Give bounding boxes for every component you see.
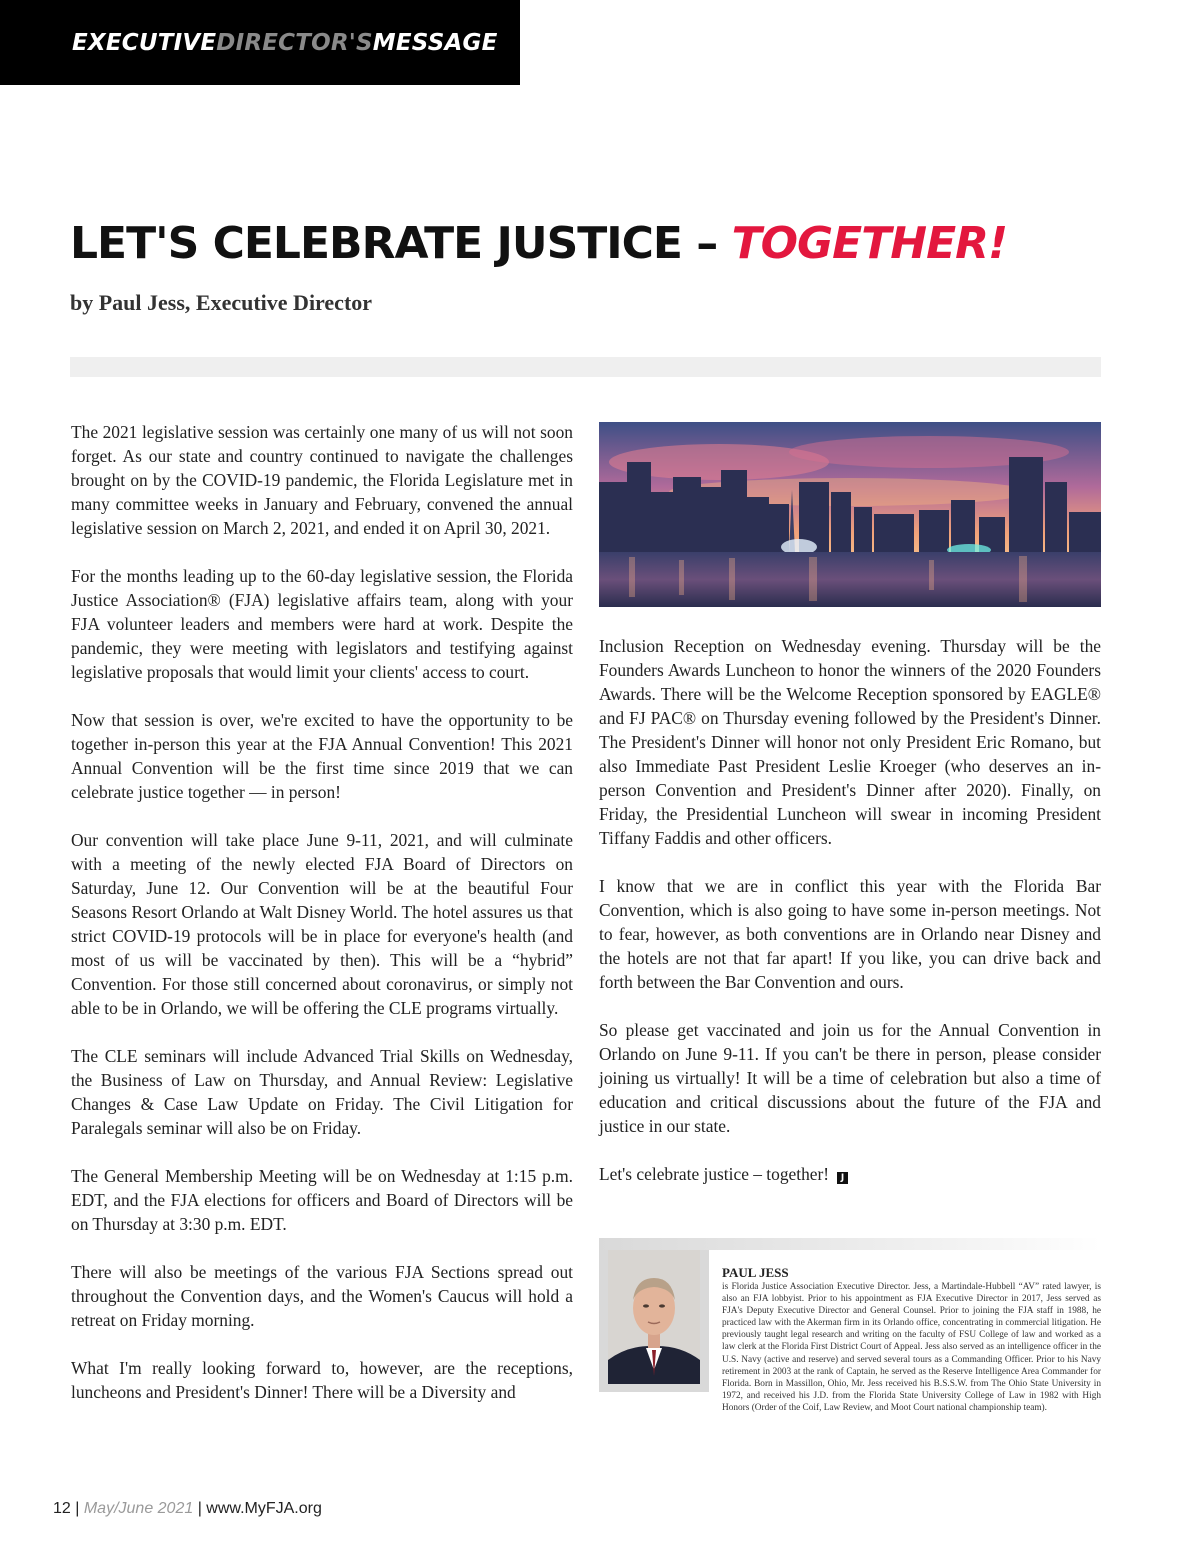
section-banner xyxy=(0,0,520,85)
bio-frame-bar xyxy=(599,1238,1101,1250)
paragraph: So please get vaccinated and join us for the Annual Convention in Orlando on June 9-11. If you can't be there in person, please consider joining us virtually! It will be a time of celebration but also a time of education and critical discussions about the future of the FJA and justice in our state. xyxy=(599,1020,1101,1136)
article-left-column xyxy=(71,420,573,1428)
paragraph: For the months leading up to the 60-day legislative session, the Florida Justice Association® (FJA) legislative affairs team, along with your FJA volunteer leaders and members were hard at work. Despite the pandemic, they were meeting with legislators and testifying against legislative proposals that would limit your clients' access to court. xyxy=(71,566,573,682)
paragraph: Inclusion Reception on Wednesday evening. Thursday will be the Founders Awards Luncheon to honor the winners of the 2020 Founders Awards. There will be the Welcome Reception sponsored by EAGLE® and FJ PAC® on Thursday evening followed by the President's Dinner. The President's Dinner will honor not only President Eric Romano, but also Immediate Past President Leslie Kroeger (who deserves an in-person Convention and President's Dinner after 2020). Finally, on Friday, the Presidential Luncheon will swear in incoming President Tiffany Faddis and other officers. xyxy=(599,636,1101,848)
header-divider-bar xyxy=(70,357,1101,377)
bio-text: is Florida Justice Association Executive Director. Jess, a Martindale-Hubbell “AV” rated lawyer, is also an FJA lobbyist. Prior to his appointment as FJA Executive Director in 2017, Jess served as FJA's Deputy Executive Director and General Counsel. Prior to joining the FJA staff in 1988, he practiced law with the Akerman firm in its Orlando office, concentrating in commercial litigation. He previously taught legal research and writing on the faculty of FSU College of law and worked as a law clerk at the Florida First District Court of Appeal. Jess also served as an intelligence officer in the U.S. Navy (active and reserve) and served several tours as a Commanding Officer. Prior to his Navy retirement in 2003 at the rank of Captain, he served as the Reserve Intelligence Area Commander for Florida. Born in Massillon, Ohio, Mr. Jess received his B.S.S.W. from The Ohio State University in 1972, and received his J.D. from the Florida State University College of Law in 1982 with High Honors (Order of the Coif, Law Review, and Moot Court national championship team). xyxy=(722,1282,1101,1413)
paragraph: The CLE seminars will include Advanced Trial Skills on Wednesday, the Business of Law on Thursday, and Annual Review: Legislative Changes & Case Law Update on Friday. The Civil Litigation for Paralegals seminar will also be on Friday. xyxy=(71,1046,573,1138)
paragraph: There will also be meetings of the various FJA Sections spread out throughout the Convention days, and the Women's Caucus will hold a retreat on Friday morning. xyxy=(71,1262,573,1330)
headline-main: LET'S CELEBRATE JUSTICE – xyxy=(70,218,732,269)
article-byline: by Paul Jess, Executive Director xyxy=(70,290,373,315)
banner-part-executive: EXECUTIVE xyxy=(72,29,217,56)
issue-date: May/June 2021 xyxy=(83,1500,194,1517)
website-url: www.MyFJA.org xyxy=(206,1500,322,1517)
article-right-column xyxy=(599,634,1101,1210)
closing-line xyxy=(599,1162,1101,1186)
headline-emphasis: TOGETHER! xyxy=(731,218,1008,269)
orlando-skyline-photo xyxy=(599,422,1101,607)
bio-name: PAUL JESS xyxy=(722,1265,789,1280)
page-number: 12 xyxy=(53,1500,71,1517)
paragraph: Now that session is over, we're excited to have the opportunity to be together in-person this year at the FJA Annual Convention! This 2021 Annual Convention will be the first time since 2019 that we can celebrate justice together — in person! xyxy=(71,710,573,802)
author-portrait xyxy=(608,1250,700,1384)
paragraph: I know that we are in conflict this year with the Florida Bar Convention, which is also going to have some in-person meetings. Not to fear, however, as both conventions are in Orlando near Disney and the hotels are not that far apart! If you like, you can drive back and forth between the Bar Convention and ours. xyxy=(599,876,1101,992)
section-banner-text xyxy=(72,30,498,56)
footer-separator: | xyxy=(193,1500,207,1517)
end-of-article-icon: J xyxy=(837,1172,848,1184)
footer-separator: | xyxy=(70,1500,84,1517)
paragraph: The 2021 legislative session was certainly one many of us will not soon forget. As our state and country continued to navigate the challenges brought on by the COVID-19 pandemic, the Florida Legislature met in many committee weeks in January and February, convened the annual legislative session on March 2, 2021, and ended it on April 30, 2021. xyxy=(71,422,573,538)
paragraph: The General Membership Meeting will be on Wednesday at 1:15 p.m. EDT, and the FJA elections for officers and Board of Directors will be on Thursday at 3:30 p.m. EDT. xyxy=(71,1166,573,1234)
banner-part-message: MESSAGE xyxy=(372,29,498,56)
banner-part-directors: DIRECTOR'S xyxy=(216,29,373,56)
paragraph: Our convention will take place June 9-11, 2021, and will culminate with a meeting of the newly elected FJA Board of Directors on Saturday, June 12. Our Convention will be at the beautiful Four Seasons Resort Orlando at Walt Disney World. The hotel assures us that strict COVID-19 protocols will be in place for everyone's health (and most of us will be vaccinated by then). This will be a “hybrid” Convention. For those still concerned about coronavirus, or simply not able to be in Orlando, we will be offering the CLE programs virtually. xyxy=(71,830,573,1018)
closing-text: Let's celebrate justice – together! xyxy=(599,1164,830,1184)
page-footer xyxy=(53,1500,322,1518)
article-headline xyxy=(70,218,1007,269)
paragraph: What I'm really looking forward to, however, are the receptions, luncheons and President's Dinner! There will be a Diversity and xyxy=(71,1358,573,1402)
